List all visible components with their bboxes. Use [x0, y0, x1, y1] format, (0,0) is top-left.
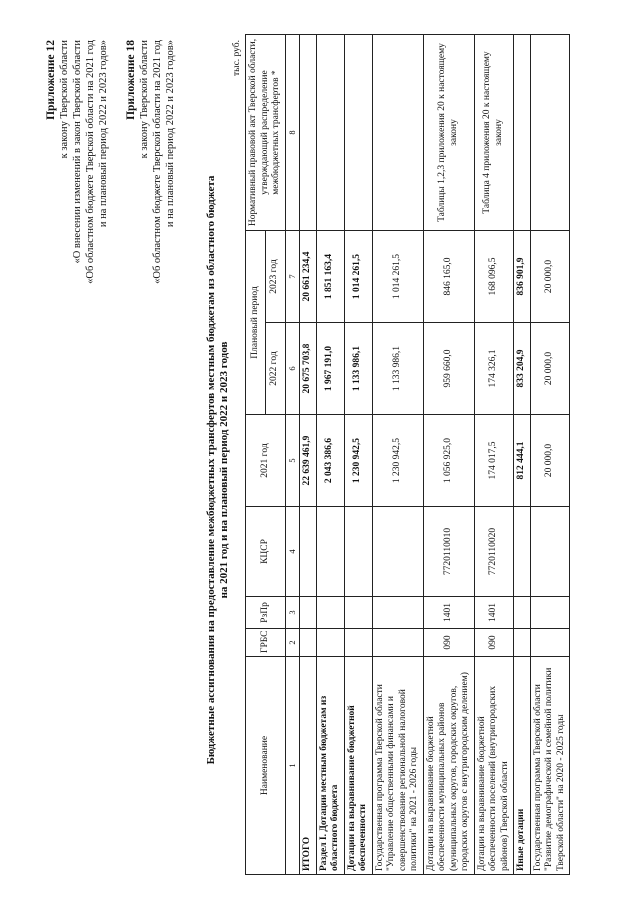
cell-kcsr: [514, 507, 531, 597]
header-2023: 2023 год: [265, 231, 285, 323]
cell-2021: 812 444,1: [514, 415, 531, 507]
cell-legal-act: [316, 35, 344, 231]
cell-rzpr: [344, 597, 372, 629]
header-2022: 2022 год: [265, 323, 285, 415]
appendix-18-line: и на плановый период 2022 и 2023 годов»: [165, 40, 176, 228]
appendix-12-line: «Об областном бюджете Тверской области на 2021 год: [85, 40, 96, 284]
cell-name: Раздел I. Дотации местным бюджетам из областного бюджета: [316, 657, 344, 875]
cell-rzpr: 1401: [423, 597, 474, 629]
cell-name: Государственная программа Тверской области "Управление общественными финансами и совершенствование региональной налоговой политики" на 2021 - 2026 годы: [372, 657, 423, 875]
appendix-12-header: [45, 40, 110, 284]
cell-2021: 1 230 942,5: [372, 415, 423, 507]
cell-legal-act: [344, 35, 372, 231]
table-row: [316, 35, 344, 875]
column-index: 3: [285, 597, 300, 629]
cell-2023: 836 901,9: [514, 231, 531, 323]
cell-rzpr: [300, 597, 317, 629]
cell-legal-act: [372, 35, 423, 231]
header-legal-act: Нормативный правовой акт Тверской области, утверждающий распределение межбюджетных трансфертов *: [246, 35, 286, 231]
cell-legal-act: [300, 35, 317, 231]
header-name: Наименование: [246, 657, 286, 875]
header-grbs: ГРБС: [246, 629, 286, 657]
cell-legal-act: Таблицы 1,2,3 приложения 20 к настоящему закону: [423, 35, 474, 231]
cell-legal-act: [530, 35, 570, 231]
table-row: [423, 35, 474, 875]
cell-rzpr: 1401: [474, 597, 514, 629]
cell-2021: 1 056 925,0: [423, 415, 474, 507]
appendix-12-line: к закону Тверской области: [59, 40, 70, 159]
column-index: 2: [285, 629, 300, 657]
cell-legal-act: Таблица 4 приложения 20 к настоящему закону: [474, 35, 514, 231]
cell-2023: 1 851 163,4: [316, 231, 344, 323]
appendix-12-title: Приложение 12: [45, 40, 57, 120]
cell-grbs: [344, 629, 372, 657]
column-index: 1: [285, 657, 300, 875]
table-row: [474, 35, 514, 875]
cell-2022: 833 204,9: [514, 323, 531, 415]
document-title-line: Бюджетные ассигнования на предоставление межбюджетных трансфертов местным бюджетам из областного бюджета: [205, 175, 217, 765]
cell-2021: 2 043 386,6: [316, 415, 344, 507]
budget-table: [245, 34, 570, 875]
table-row: [514, 35, 531, 875]
cell-kcsr: 7720110020: [474, 507, 514, 597]
appendix-18-title: Приложение 18: [125, 40, 137, 120]
appendix-18-line: к закону Тверской области: [139, 40, 150, 159]
cell-2022: 959 660,0: [423, 323, 474, 415]
cell-kcsr: [300, 507, 317, 597]
header-rzpr: РзПр: [246, 597, 286, 629]
cell-kcsr: [316, 507, 344, 597]
cell-grbs: 090: [474, 629, 514, 657]
cell-kcsr: [530, 507, 570, 597]
cell-grbs: [300, 629, 317, 657]
column-index-row: [285, 35, 300, 875]
cell-2023: 1 014 261,5: [372, 231, 423, 323]
table-body: [300, 35, 570, 875]
cell-2023: 168 096,5: [474, 231, 514, 323]
table-row: [300, 35, 317, 875]
cell-grbs: [514, 629, 531, 657]
column-index: 4: [285, 507, 300, 597]
cell-2022: 20 675 703,8: [300, 323, 317, 415]
cell-grbs: [530, 629, 570, 657]
cell-2023: 20 000,0: [530, 231, 570, 323]
header-plan-period: Плановый период: [246, 231, 266, 415]
column-index: 7: [285, 231, 300, 323]
cell-2021: 20 000,0: [530, 415, 570, 507]
appendix-18-line: «Об областном бюджете Тверской области на 2021 год: [152, 40, 163, 284]
cell-2023: 1 014 261,5: [344, 231, 372, 323]
cell-rzpr: [530, 597, 570, 629]
table-row: [344, 35, 372, 875]
cell-grbs: [316, 629, 344, 657]
cell-2022: 174 326,1: [474, 323, 514, 415]
cell-name: Иные дотации: [514, 657, 531, 875]
cell-2022: 1 133 986,1: [344, 323, 372, 415]
cell-name: Дотации на выравнивание бюджетной обеспеченности поселений (внутригородских районов) Тверской области: [474, 657, 514, 875]
cell-2021: 22 639 461,9: [300, 415, 317, 507]
cell-rzpr: [372, 597, 423, 629]
cell-rzpr: [316, 597, 344, 629]
cell-2022: 1 133 986,1: [372, 323, 423, 415]
cell-2023: 846 165,0: [423, 231, 474, 323]
table-row: [530, 35, 570, 875]
document-title: [205, 75, 231, 865]
cell-rzpr: [514, 597, 531, 629]
header-2021: 2021 год: [246, 415, 286, 507]
column-index: 5: [285, 415, 300, 507]
cell-name: Дотации на выравнивание бюджетной обеспеченности муниципальных районов (муниципальных округов, городских округов, городских округов с внутригородским делением): [423, 657, 474, 875]
cell-kcsr: [372, 507, 423, 597]
unit-label: тыс. руб.: [232, 40, 242, 76]
column-index: 8: [285, 35, 300, 231]
cell-2022: 20 000,0: [530, 323, 570, 415]
cell-2021: 174 017,5: [474, 415, 514, 507]
header-kcsr: КЦСР: [246, 507, 286, 597]
cell-grbs: 090: [423, 629, 474, 657]
appendix-12-line: и на плановый период 2022 и 2023 годов»: [98, 40, 109, 228]
cell-kcsr: 7720110010: [423, 507, 474, 597]
cell-name: Государственная программа Тверской области "Развитие демографической и семейной политики Тверской области" на 2020 - 2025 годы: [530, 657, 570, 875]
cell-2021: 1 230 942,5: [344, 415, 372, 507]
cell-2022: 1 967 191,0: [316, 323, 344, 415]
appendix-18-header: [125, 40, 177, 284]
appendix-12-line: «О внесении изменений в закон Тверской области: [72, 40, 83, 264]
table-row: [372, 35, 423, 875]
cell-name: Дотации на выравнивание бюджетной обеспеченности: [344, 657, 372, 875]
cell-2023: 20 661 234,4: [300, 231, 317, 323]
cell-legal-act: [514, 35, 531, 231]
cell-grbs: [372, 629, 423, 657]
document-title-line: на 2021 год и на плановый период 2022 и 2023 годов: [218, 341, 230, 599]
column-index: 6: [285, 323, 300, 415]
cell-name: ИТОГО: [300, 657, 317, 875]
cell-kcsr: [344, 507, 372, 597]
